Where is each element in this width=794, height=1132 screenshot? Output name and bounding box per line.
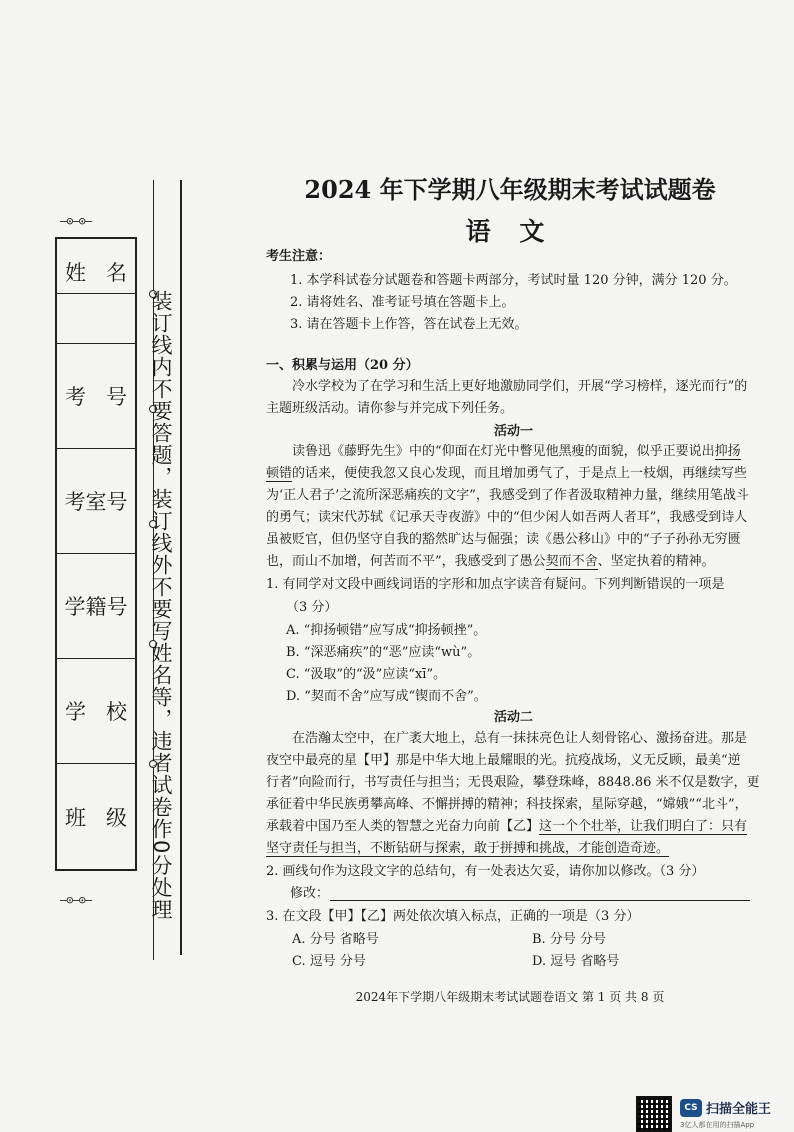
- student-id-label: 学籍号: [64, 595, 128, 619]
- underlined-word: 契而不舍: [545, 554, 598, 569]
- exam-room-label: 考室号: [64, 490, 128, 514]
- student-info-table: [55, 237, 137, 871]
- passage-line: 的勇气；读宋代苏轼《记承天寺夜游》中的“但少闲人如吾两人者耳”，我感受到诗人: [266, 510, 748, 525]
- underlined-word: 顿错: [266, 466, 293, 481]
- name-field[interactable]: [57, 239, 135, 294]
- notice-heading: 考生注意：: [266, 249, 332, 264]
- binding-deco-top: —⊙—⊙—: [60, 214, 92, 228]
- option-d[interactable]: D. “契而不舍”应写成“锲而不舍”。: [286, 689, 487, 704]
- passage-line: 虽被贬官，但仍坚守自我的豁然旷达与倔强；读《愚公移山》中的“子子孙孙无穷匮: [266, 532, 741, 547]
- question-stem: 1. 有同学对文段中画线词语的字形和加点字读音有疑问。下列判断错误的一项是: [266, 577, 725, 592]
- passage-line: [266, 551, 715, 573]
- school-field[interactable]: [57, 659, 135, 764]
- student-id-field[interactable]: [57, 554, 135, 659]
- passage-text: 、坚定执着的精神。: [597, 554, 715, 569]
- scanner-name: 扫描全能王: [706, 1102, 772, 1117]
- passage-line: 行者”向险而行，书写责任与担当；无畏艰险，攀登珠峰，8848.86 米不仅是数字，更: [266, 775, 760, 790]
- exam-room-field[interactable]: [57, 449, 135, 554]
- option-c[interactable]: C. “汲取”的“汲”应读“xī”。: [286, 667, 447, 682]
- underlined-word: 抑扬: [714, 444, 741, 459]
- question-stem: 2. 画线句作为这段文字的总结句，有一处表达欠妥，请你加以修改。（3 分）: [266, 864, 705, 879]
- passage-line: 为‘正人君子’之流所深恶痛疾的文字”，我感受到了作者汲取精神力量，继续用笔战斗: [266, 488, 749, 503]
- answer-line[interactable]: [330, 900, 750, 901]
- question-points: （3 分）: [286, 600, 338, 615]
- scanner-tagline: 3亿人都在用的扫描App: [680, 1121, 755, 1129]
- school-label-1: 学: [65, 700, 86, 724]
- intro-line: 冷水学校为了在学习和生活上更好地激励同学们，开展“学习榜样，逐光而行”的: [292, 379, 748, 394]
- passage-text: 承载着中国乃至人类的智慧之光奋力向前【乙】: [266, 819, 540, 834]
- underlined-sentence: 这一个个壮举，让我们明白了：只有: [539, 819, 748, 834]
- binding-border-line: [180, 180, 182, 955]
- passage-line: 在浩瀚太空中，在广袤大地上，总有一抹抹亮色让人刻骨铭心、激扬奋进。那是: [292, 731, 748, 746]
- passage-line: [266, 463, 747, 485]
- exam-subject: 语 文: [465, 217, 555, 246]
- class-label-1: 班: [65, 805, 86, 830]
- fill-label: 修改：: [290, 886, 330, 901]
- class-field[interactable]: [57, 764, 135, 869]
- passage-text: 读鲁迅《藤野先生》中的“仰面在灯光中瞥见他黑瘦的面貌，似乎正要说出: [292, 444, 715, 459]
- option-d[interactable]: D. 逗号 省略号: [532, 954, 620, 969]
- exam-number-field[interactable]: [57, 344, 135, 449]
- passage-line: 夜空中最亮的星【甲】那是中华大地上最耀眼的光。抗疫战场，义无反顾，最美“逆: [266, 753, 741, 768]
- passage-line: [292, 441, 741, 463]
- passage-line: [266, 816, 747, 838]
- activity-label: 活动一: [494, 424, 534, 439]
- option-b[interactable]: B. 分号 分号: [532, 932, 606, 947]
- underlined-sentence: 坚守责任与担当，不断钻研与探索，敢于拼搏和挑战，才能创造奇迹。: [266, 841, 670, 856]
- binding-deco-bottom: —⊙—⊙—: [60, 893, 92, 907]
- passage-line: 承征着中华民族勇攀高峰、不懈拼搏的精神；科技探索，星际穿越，“嫦娥”“北斗”，: [266, 797, 748, 812]
- qr-code-icon: [636, 1096, 672, 1132]
- passage-line: [266, 838, 669, 860]
- passage-text: 也，而山不加增，何苦而不平”，我感受到了愚公: [266, 554, 546, 569]
- notice-item: 1. 本学科试卷分试题卷和答题卡两部分，考试时量 120 分钟，满分 120 分。: [290, 273, 737, 288]
- name-label-2: 名: [106, 261, 127, 285]
- scanner-logo-icon: CS: [680, 1099, 702, 1117]
- class-label-2: 级: [106, 805, 127, 830]
- option-a[interactable]: A. 分号 省略号: [292, 932, 379, 947]
- page-footer: 2024年下学期八年级期末考试试题卷语文 第 1 页 共 8 页: [355, 990, 665, 1004]
- exam-number-label-2: 号: [106, 385, 127, 409]
- exam-title: 2024 年下学期八年级期末考试试题卷: [304, 175, 716, 204]
- name-label-1: 姓: [65, 261, 86, 285]
- intro-line: 主题班级活动。请你参与并完成下列任务。: [266, 401, 514, 416]
- passage-text: 的话来，便使我忽又良心发现，而且增加勇气了，于是点上一枝烟，再继续写些: [292, 466, 748, 481]
- exam-number-label-1: 考: [65, 385, 86, 409]
- notice-item: 2. 请将姓名、准考证号填在答题卡上。: [290, 295, 515, 310]
- binding-warning: 装订线内不要答题，装订线外不要写姓名等，违者试卷作0分处理: [149, 290, 173, 921]
- option-a[interactable]: A. “抑扬顿错”应写成“抑扬顿挫”。: [286, 623, 487, 638]
- activity-label: 活动二: [494, 710, 534, 725]
- option-c[interactable]: C. 逗号 分号: [292, 954, 366, 969]
- section-heading: 一、积累与运用（20 分）: [266, 358, 419, 373]
- question-stem: 3. 在文段【甲】【乙】两处依次填入标点，正确的一项是（3 分）: [266, 909, 640, 924]
- notice-item: 3. 请在答题卡上作答，答在试卷上无效。: [290, 317, 528, 332]
- school-label-2: 校: [106, 700, 127, 724]
- name-blank[interactable]: [57, 294, 135, 344]
- option-b[interactable]: B. “深恶痛疾”的“恶”应读“wù”。: [286, 645, 481, 660]
